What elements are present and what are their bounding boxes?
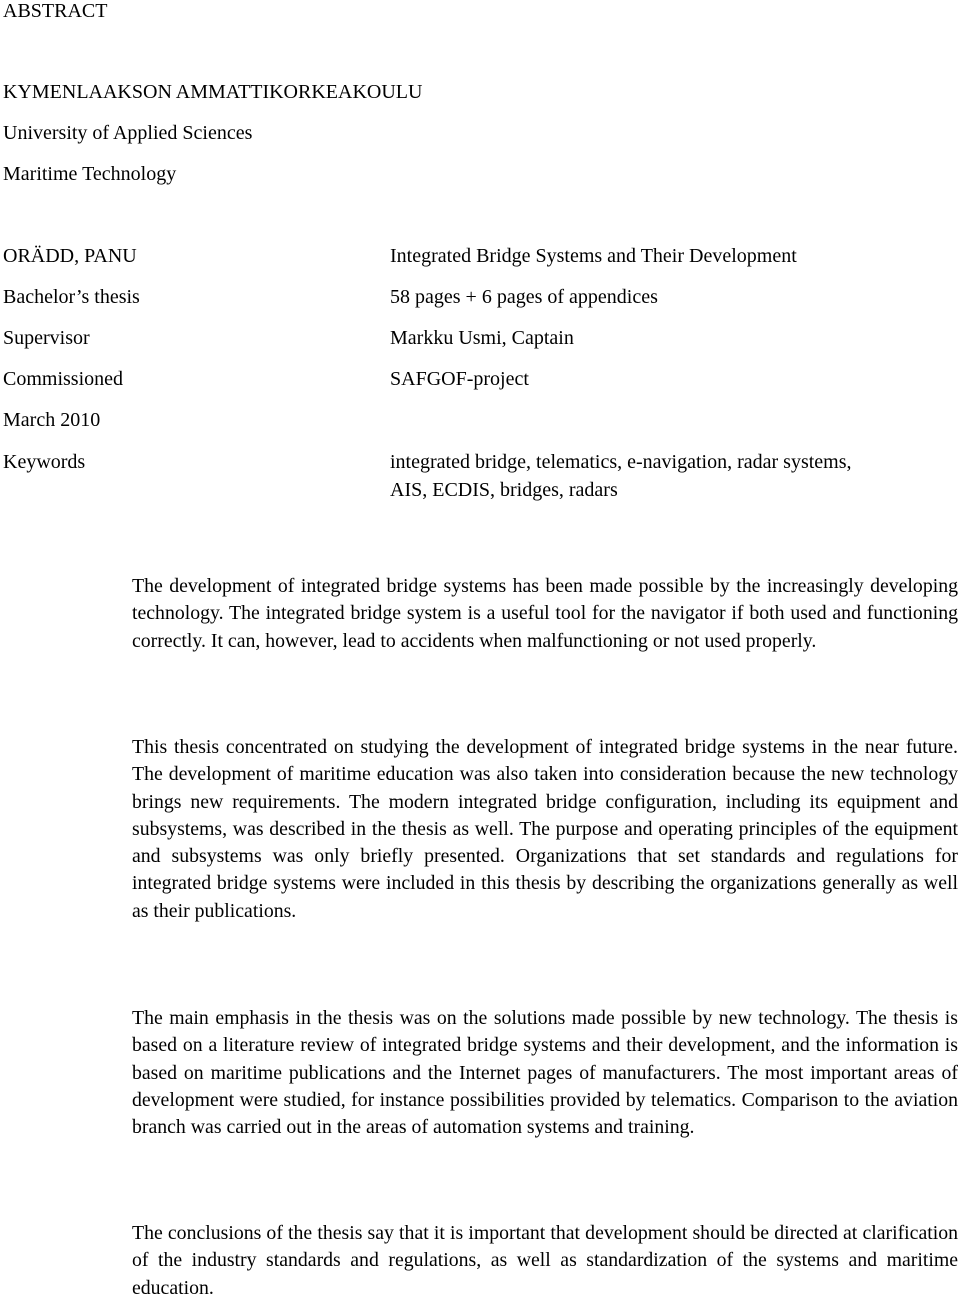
author-name: ORÄDD, PANU [3,245,137,267]
supervisor-label: Supervisor [3,327,90,349]
date: March 2010 [3,409,101,431]
thesis-type-label: Bachelor’s thesis [3,286,140,308]
commissioned-value: SAFGOF-project [390,368,529,390]
keywords-line-1: integrated bridge, telematics, e-navigation, radar systems, [390,451,852,473]
keywords-line-2: AIS, ECDIS, bridges, radars [390,479,618,501]
page-heading: ABSTRACT [3,0,108,22]
thesis-title: Integrated Bridge Systems and Their Development [390,245,797,267]
institution-name: KYMENLAAKSON AMMATTIKORKEAKOULU [3,81,423,103]
page-count: 58 pages + 6 pages of appendices [390,286,658,308]
abstract-paragraph-2: This thesis concentrated on studying the development of integrated bridge systems in the near future. The development of maritime education was also taken into consideration because the new technology brings new requirements. The modern integrated bridge configuration, including its equipment and subsystems, was described in the thesis as well. The purpose and operating principles of the equipment and subsystems was only briefly presented. Organizations that set standards and regulations for integrated bridge systems were included in this thesis by describing the organizations generally as well as their publications. [132,736,958,922]
abstract-paragraph-1: The development of integrated bridge systems has been made possible by the increasingly developing technology. The integrated bridge system is a useful tool for the navigator if both used and functioning correctly. It can, however, lead to accidents when malfunctioning or not used properly. [132,575,958,652]
commissioned-label: Commissioned [3,368,124,390]
department: Maritime Technology [3,163,177,185]
institution-subtitle: University of Applied Sciences [3,122,253,144]
supervisor-value: Markku Usmi, Captain [390,327,574,349]
abstract-paragraph-3: The main emphasis in the thesis was on the solutions made possible by new technology. The thesis is based on a literature review of integrated bridge systems and their development, and the information is based on maritime publications and the Internet pages of manufacturers. The most important areas of development were studied, for instance possibilities provided by telematics. Comparison to the aviation branch was carried out in the areas of automation systems and training. [132,1007,958,1139]
keywords-label: Keywords [3,451,86,473]
abstract-paragraph-4: The conclusions of the thesis say that it is important that development should be directed at clarification of the industry standards and regulations, as well as standardization of the systems and maritime education. [132,1222,958,1299]
